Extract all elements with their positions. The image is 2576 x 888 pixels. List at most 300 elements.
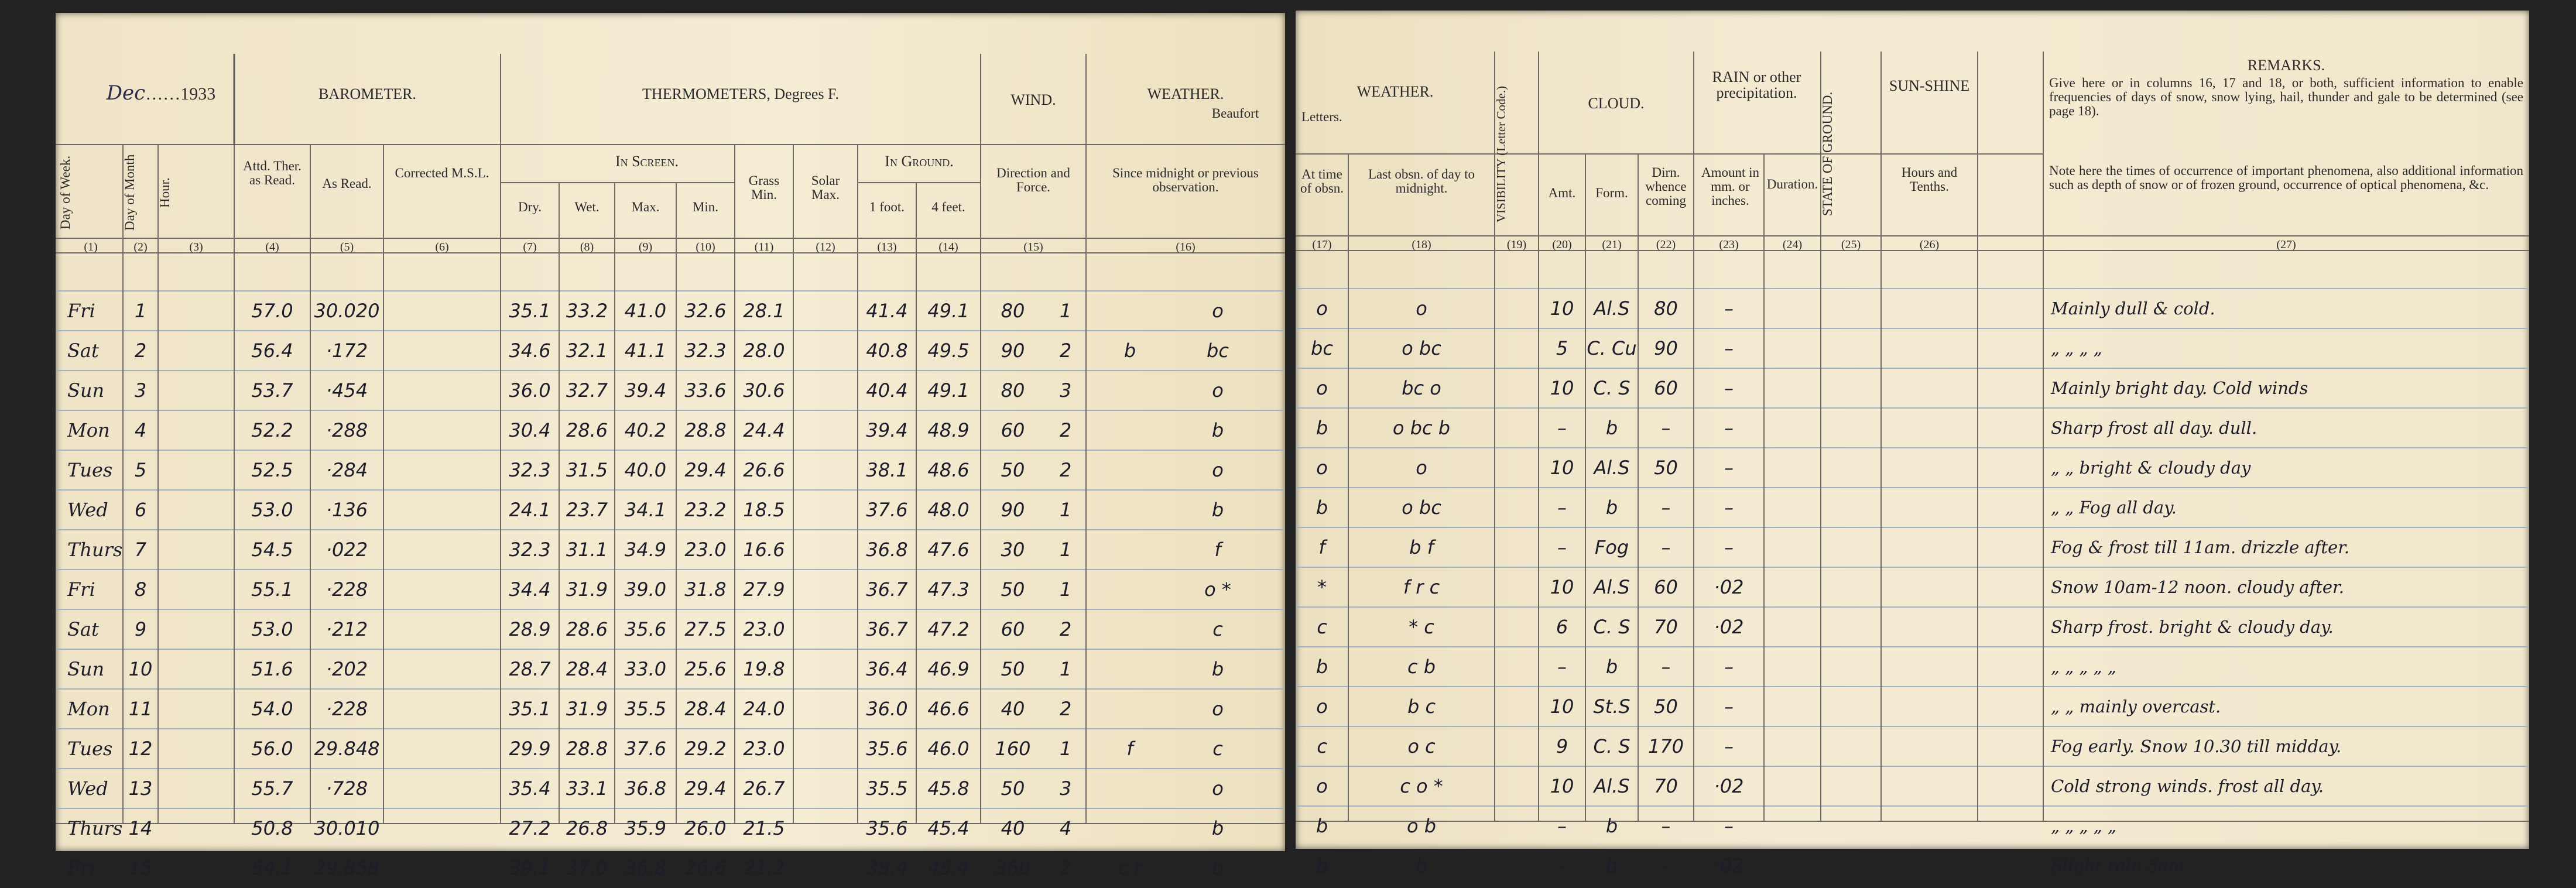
left-row-1-min: 32.6 [684,300,727,322]
left-row-12-min: 29.2 [684,738,727,760]
left-row-12-max: 37.6 [624,738,667,760]
left-row-2-ft4: 49.5 [927,340,970,362]
left-row-13-ft1: 35.5 [866,777,908,800]
right-row-1-last: o [1416,297,1427,320]
right-row-2-dirn: 90 [1654,337,1678,359]
left-row-13-grass: 26.7 [743,777,785,800]
right-row-8-dirn: 60 [1654,576,1678,598]
col-corrected-msl: Corrected M.S.L. [395,166,489,180]
left-row-5-force: 2 [1059,459,1072,481]
col-num-16: (16) [1176,241,1195,253]
beaufort-label: Beaufort [1211,106,1259,121]
left-row-10-ft1: 36.4 [866,658,908,680]
left-row-13-dir: 50 [1001,777,1025,800]
right-row-12-at: c [1317,735,1327,757]
left-row-4-dry: 30.4 [509,419,551,441]
left-row-9-min: 27.5 [684,618,727,640]
left-row-10-force: 1 [1059,658,1072,680]
left-row-12-grass: 23.0 [743,738,785,760]
left-row-8-dow: Fri [67,578,95,601]
right-row-8-amt: 10 [1550,576,1574,598]
right-row-14-amt: – [1557,815,1567,837]
col-wet: Wet. [574,200,600,214]
left-row-4-bar: ·288 [326,419,368,441]
left-row-12-wx1: f [1126,738,1133,760]
left-row-8-wet: 31.9 [566,578,608,601]
left-row-6-att: 53.0 [251,499,293,521]
left-row-1-dom: 1 [134,300,147,322]
left-row-12-dom: 12 [128,738,153,760]
right-row-4-remark: Sharp frost all day. dull. [2051,418,2258,438]
left-row-11-dom: 11 [128,698,153,720]
left-row-14-att: 50.8 [251,817,293,839]
right-row-2-form: C. Cu [1587,337,1637,359]
rcol-num-23: (23) [1719,238,1739,251]
left-row-9-wx1 [1086,609,1174,649]
sunshine-header: SUN-SHINE [1889,77,1970,94]
right-row-12-form: C. S [1593,735,1630,757]
left-row-11-dry: 35.1 [509,698,551,720]
right-row-12-rain: – [1724,735,1734,757]
col-day-of-month: Day of Month [122,154,137,231]
left-row-7-wet: 31.1 [566,539,608,561]
left-row-1-dry: 35.1 [509,300,551,322]
col-day-of-week: Day of Week. [58,155,73,230]
left-row-7-dir: 30 [1001,539,1025,561]
right-row-2-last: o bc [1402,337,1441,359]
left-row-4-min: 28.8 [684,419,727,441]
left-row-12-wx2: c [1212,738,1223,760]
right-row-13-amt: 10 [1550,775,1574,797]
col-num-3: (3) [189,241,203,253]
right-row-9-amt: 6 [1556,616,1568,638]
left-row-14-dom: 14 [128,817,153,839]
right-row-13-form: Al.S [1594,775,1630,797]
left-row-8-max: 39.0 [624,578,667,601]
left-row-12-wet: 28.8 [566,738,608,760]
left-row-9-max: 35.6 [624,618,667,640]
right-row-4-at: b [1316,417,1328,439]
col-num-4: (4) [265,241,279,253]
right-row-10-last: c b [1407,656,1436,678]
left-row-2-dir: 90 [1001,340,1025,362]
right-row-3-rain: – [1724,377,1734,399]
right-row-2-at: bc [1311,337,1333,359]
right-row-12-remark: Fog early. Snow 10.30 till midday. [2051,736,2342,756]
left-row-3-wet: 32.7 [566,379,608,402]
left-row-5-wet: 31.5 [566,459,608,481]
left-row-8-dir: 50 [1001,578,1025,601]
left-row-11-force: 2 [1059,698,1072,720]
left-row-2-dom: 2 [134,340,147,362]
left-row-9-dom: 9 [134,618,147,640]
left-row-4-max: 40.2 [624,419,667,441]
left-row-6-dry: 24.1 [509,499,551,521]
state-of-ground-header: STATE OF GROUND. [1820,91,1835,217]
right-row-6-at: b [1316,496,1328,519]
col-grass-min: Grass Min. [748,173,780,203]
left-row-11-dow: Mon [67,698,110,720]
left-row-11-grass: 24.0 [743,698,785,720]
right-row-9-dirn: 70 [1654,616,1678,638]
left-row-6-max: 34.1 [624,499,667,521]
left-row-5-max: 40.0 [624,459,667,481]
left-row-4-ft1: 39.4 [866,419,908,441]
left-row-10-grass: 19.8 [743,658,785,680]
left-row-15-force: 2 [1059,857,1072,879]
col-num-6: (6) [435,241,449,253]
right-row-15-at: b [1316,855,1328,877]
left-row-11-att: 54.0 [251,698,293,720]
left-row-14-dry: 27.2 [509,817,551,839]
rcol-num-22: (22) [1656,238,1676,251]
left-row-11-max: 35.5 [624,698,667,720]
right-row-15-remark: Slight rain 5am [2051,856,2185,876]
right-row-2-amt: 5 [1556,337,1568,359]
col-hour: Hour. [157,177,172,208]
right-row-4-rain: – [1724,417,1734,439]
right-row-3-amt: 10 [1550,377,1574,399]
left-row-11-bar: ·228 [326,698,368,720]
left-row-15-wet: 37.0 [566,857,608,879]
right-row-4-form: b [1605,417,1618,439]
right-row-5-remark: „ „ bright & cloudy day [2051,458,2251,478]
right-row-7-at: f [1318,536,1325,558]
col-since-midnight: Since midnight or previous observation. [1112,166,1259,195]
left-row-4-att: 52.2 [251,419,293,441]
left-row-6-min: 23.2 [684,499,727,521]
month-year-title [91,83,231,107]
right-row-7-amt: – [1557,536,1567,558]
left-row-2-wet: 32.1 [566,340,608,362]
col-num-7: (7) [523,241,537,253]
weather-header: WEATHER. [1147,85,1224,102]
left-row-11-ft1: 36.0 [866,698,908,720]
left-row-15-ft1: 35.4 [866,857,908,879]
left-row-5-att: 52.5 [251,459,293,481]
left-page [56,13,1285,879]
left-row-1-dow: Fri [67,300,95,322]
right-row-12-amt: 9 [1556,735,1568,757]
col-1-foot: 1 foot. [869,200,905,214]
left-row-4-dir: 60 [1001,419,1025,441]
left-row-1-ft1: 41.4 [866,300,908,322]
left-row-13-wet: 33.1 [566,777,608,800]
left-row-6-bar: ·136 [326,499,368,521]
right-row-13-last: c o * [1400,775,1443,797]
left-row-10-dow: Sun [67,658,105,680]
right-row-4-amt: – [1557,417,1567,439]
left-row-4-dow: Mon [67,419,110,441]
right-row-9-form: C. S [1593,616,1630,638]
left-row-5-dom: 5 [134,459,147,481]
left-row-10-max: 33.0 [624,658,667,680]
left-row-4-grass: 24.4 [743,419,785,441]
left-row-13-att: 55.7 [251,777,293,800]
left-row-5-bar: ·284 [326,459,368,481]
right-row-5-form: Al.S [1594,457,1630,479]
col-as-read: As Read. [322,176,372,191]
cloud-header: CLOUD. [1588,95,1645,112]
barometer-header: BAROMETER. [318,85,416,102]
right-row-13-at: o [1316,775,1328,797]
col-num-5: (5) [340,241,354,253]
left-row-1-att: 57.0 [251,300,293,322]
rcol-num-26: (26) [1919,238,1940,251]
left-row-12-ft4: 46.0 [927,738,970,760]
left-row-10-wx2: b [1211,658,1224,680]
rcol-num-20: (20) [1552,238,1572,251]
left-row-7-max: 34.9 [624,539,667,561]
left-row-12-att: 56.0 [251,738,293,760]
left-row-13-force: 3 [1059,777,1072,800]
left-row-3-grass: 30.6 [743,379,785,402]
in-ground-header: In Ground. [885,153,954,170]
title-month: Dec [106,81,146,105]
col-4-feet: 4 feet. [931,200,965,214]
left-row-7-ft1: 36.8 [866,539,908,561]
left-row-9-grass: 23.0 [743,618,785,640]
left-row-10-wet: 28.4 [566,658,608,680]
col-solar-max: Solar Max. [811,173,840,203]
left-row-11-wet: 31.9 [566,698,608,720]
left-row-1-wx1 [1086,291,1174,331]
right-row-1-remark: Mainly dull & cold. [2051,299,2215,318]
left-row-6-dir: 90 [1001,499,1025,521]
left-row-8-min: 31.8 [684,578,727,601]
right-row-13-dirn: 70 [1654,775,1678,797]
left-row-13-dow: Wed [67,777,108,800]
left-row-15-min: 26.6 [684,857,727,879]
left-row-15-bar: 29.858 [314,857,380,879]
left-row-3-bar: ·454 [326,379,368,402]
left-row-5-ft4: 48.6 [927,459,970,481]
right-row-7-form: Fog [1594,536,1629,558]
left-row-3-wx2: o [1212,379,1224,402]
left-row-7-grass: 16.6 [743,539,785,561]
rcol-num-24: (24) [1782,238,1803,251]
left-row-14-grass: 21.5 [743,817,785,839]
right-row-15-rain: ·02 [1714,855,1744,877]
right-row-14-rain: – [1724,815,1734,837]
right-row-14-last: o b [1406,815,1437,837]
left-row-6-wet: 23.7 [566,499,608,521]
left-row-7-wx2: f [1214,539,1221,561]
right-row-10-rain: – [1724,656,1734,678]
col-form: Form. [1595,186,1628,200]
left-row-4-ft4: 48.9 [927,419,970,441]
left-row-2-grass: 28.0 [743,340,785,362]
left-row-5-wx2: o [1212,459,1224,481]
left-row-13-bar: ·728 [326,777,368,800]
left-row-10-ft4: 46.9 [927,658,970,680]
col-num-8: (8) [580,241,594,253]
left-row-14-ft1: 35.6 [866,817,908,839]
col-num-11: (11) [754,241,774,253]
left-row-10-dir: 50 [1001,658,1025,680]
left-row-7-att: 54.5 [251,539,293,561]
left-row-10-wx1 [1086,649,1174,689]
remarks-note: Note here the times of occurrence of important phenomena, also additional information such as depth of snow or of frozen ground, occurrence of optical phenomena, &c. [2049,163,2523,193]
col-hours-tenths: Hours and Tenths. [1901,165,1958,194]
left-row-5-min: 29.4 [684,459,727,481]
right-row-2-rain: – [1724,337,1734,359]
title-dots: …… [145,84,181,104]
left-row-9-dir: 60 [1001,618,1025,640]
left-row-4-wx2: b [1211,419,1224,441]
left-row-13-min: 29.4 [684,777,727,800]
col-at-time: At time of obsn. [1300,167,1344,196]
left-row-15-grass: 21.2 [743,857,785,879]
left-row-15-dow: Fri [67,857,95,879]
col-num-14: (14) [938,241,958,253]
left-row-9-force: 2 [1059,618,1072,640]
left-row-3-min: 33.6 [684,379,727,402]
left-row-5-dry: 32.3 [509,459,551,481]
left-row-6-grass: 18.5 [743,499,785,521]
left-row-8-bar: ·228 [326,578,368,601]
col-num-1: (1) [84,241,98,253]
left-row-1-grass: 28.1 [743,300,785,322]
right-row-11-dirn: 50 [1654,695,1678,718]
left-row-15-max: 36.8 [624,857,667,879]
letters-label: Letters. [1301,109,1342,124]
left-row-14-wx2: b [1211,817,1224,839]
left-row-3-force: 3 [1059,379,1072,402]
left-row-8-force: 1 [1059,578,1072,601]
right-row-2-remark: „ „ „ „ [2051,338,2102,358]
left-row-14-ft4: 45.4 [927,817,970,839]
col-last-obsn: Last obsn. of day to midnight. [1368,167,1475,196]
left-row-7-dom: 7 [134,539,147,561]
col-dirn: Dirn. whence coming [1645,165,1687,208]
left-row-9-wx2: c [1212,618,1223,640]
left-row-1-bar: 30.020 [314,300,380,322]
left-row-8-wx2: o * [1204,578,1231,601]
rcol-num-17: (17) [1312,238,1332,251]
left-row-11-ft4: 46.6 [927,698,970,720]
rcol-num-25: (25) [1841,238,1861,251]
col-max: Max. [631,200,660,214]
left-row-4-wet: 28.6 [566,419,608,441]
left-row-12-ft1: 35.6 [866,738,908,760]
right-row-6-amt: – [1557,496,1567,519]
right-row-3-last: bc o [1402,377,1441,399]
col-num-15: (15) [1023,241,1043,253]
right-row-10-form: b [1605,656,1618,678]
in-screen-header: In Screen. [615,153,679,170]
right-row-11-rain: – [1724,695,1734,718]
left-row-7-bar: ·022 [326,539,368,561]
right-row-5-dirn: 50 [1654,457,1678,479]
left-row-15-ft4: 45.4 [927,857,970,879]
left-row-10-bar: ·202 [326,658,368,680]
right-row-3-at: o [1316,377,1328,399]
right-row-4-last: o bc b [1392,417,1451,439]
left-row-13-wx2: o [1212,777,1224,800]
left-row-10-min: 25.6 [684,658,727,680]
right-row-1-rain: – [1724,297,1734,320]
right-row-1-dirn: 80 [1654,297,1678,320]
left-row-2-dow: Sat [67,340,99,362]
left-row-14-bar: 30.010 [314,817,380,839]
left-row-14-max: 35.9 [624,817,667,839]
left-row-9-wet: 28.6 [566,618,608,640]
left-row-15-dom: 15 [128,857,153,879]
right-row-11-form: St.S [1593,695,1630,718]
left-row-5-dow: Tues [67,459,113,481]
col-attd-ther: Attd. Ther. as Read. [243,159,302,188]
left-row-6-dom: 6 [134,499,147,521]
left-row-6-dow: Wed [67,499,108,521]
left-row-8-ft4: 47.3 [927,578,970,601]
left-row-13-wx1 [1086,769,1174,808]
left-row-9-dow: Sat [67,618,99,640]
left-row-7-ft4: 47.6 [927,539,970,561]
col-min: Min. [692,200,719,214]
left-row-13-ft4: 45.8 [927,777,970,800]
right-row-7-remark: Fog & frost till 11am. drizzle after. [2051,537,2350,557]
left-row-1-force: 1 [1059,300,1072,322]
right-row-3-form: C. S [1593,377,1630,399]
left-row-15-dir: 360 [995,857,1031,879]
left-row-7-force: 1 [1059,539,1072,561]
left-row-4-wx1 [1086,410,1174,450]
left-row-6-ft4: 48.0 [927,499,970,521]
left-row-9-bar: ·212 [326,618,368,640]
left-row-3-ft4: 49.1 [927,379,970,402]
left-row-2-dry: 34.6 [509,340,551,362]
col-num-9: (9) [638,241,653,253]
left-row-6-wx2: b [1211,499,1224,521]
left-row-1-wet: 33.2 [566,300,608,322]
col-direction-force: Direction and Force. [996,166,1070,195]
left-row-12-dow: Tues [67,738,113,760]
left-row-14-force: 4 [1059,817,1072,839]
right-row-5-rain: – [1724,457,1734,479]
thermometers-header: THERMOMETERS, Degrees F. [642,85,839,102]
left-row-1-max: 41.0 [624,300,667,322]
remarks-instructions: Give here or in columns 16, 17 and 18, or both, sufficient information to enable frequencies of days of snow, snow lying, hail, thunder and gale to be determined (see page 18). [2049,76,2523,119]
right-row-8-rain: ·02 [1714,576,1744,598]
right-row-13-remark: Cold strong winds. frost all day. [2051,776,2324,796]
rcol-num-21: (21) [1602,238,1622,251]
left-row-2-att: 56.4 [251,340,293,362]
left-row-7-min: 23.0 [684,539,727,561]
rcol-num-19: (19) [1506,238,1527,251]
left-row-12-bar: 29.848 [314,738,380,760]
col-num-12: (12) [816,241,835,253]
left-row-3-wx1 [1086,371,1174,410]
left-row-13-dom: 13 [128,777,153,800]
rcol-num-18: (18) [1412,238,1431,251]
visibility-header: VISIBILITY (Letter Code.) [1494,85,1508,222]
left-row-13-max: 36.8 [624,777,667,800]
right-row-3-dirn: 60 [1654,377,1678,399]
right-row-1-amt: 10 [1550,297,1574,320]
left-row-3-dir: 80 [1001,379,1025,402]
left-row-2-ft1: 40.8 [866,340,908,362]
left-row-7-wx1 [1086,530,1174,570]
left-row-14-dow: Thurs [67,817,123,839]
left-row-10-dom: 10 [128,658,153,680]
col-amt: Amt. [1548,186,1576,200]
left-row-5-wx1 [1086,450,1174,490]
left-row-10-dry: 28.7 [509,658,551,680]
left-row-8-dry: 34.4 [509,578,551,601]
left-row-10-att: 51.6 [251,658,293,680]
left-row-7-dry: 32.3 [509,539,551,561]
